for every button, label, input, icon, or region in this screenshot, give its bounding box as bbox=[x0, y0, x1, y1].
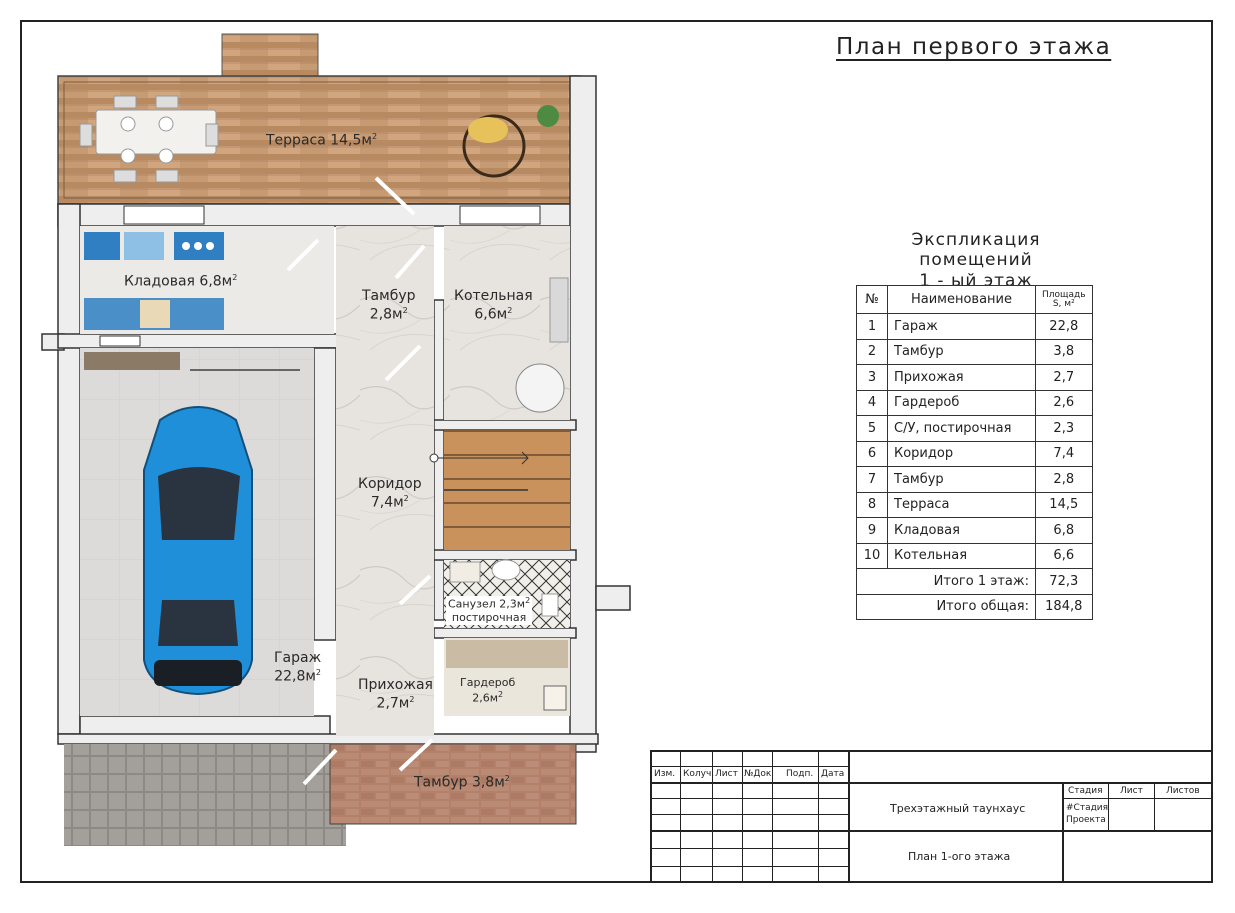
total-floor-label: Итого 1 этаж: bbox=[857, 569, 1036, 595]
header-area: Площадь S, м² bbox=[1036, 286, 1093, 314]
room-label-tambour-top: Тамбур $2,8м^2$ bbox=[362, 288, 416, 323]
room-name: Котельная bbox=[454, 288, 533, 304]
stamp-col-podp: Подп. bbox=[786, 769, 814, 779]
cell-area: 2,8 bbox=[1036, 467, 1093, 493]
room-label-terrace: Терраса $14,5м^2$ bbox=[266, 132, 378, 149]
total-all-label: Итого общая: bbox=[857, 594, 1036, 620]
room-label-bathroom: Санузел $2,3м^2$ постирочная bbox=[448, 596, 531, 625]
table-row bbox=[857, 543, 1093, 569]
cell-area: 7,4 bbox=[1036, 441, 1093, 467]
car bbox=[144, 407, 252, 694]
stamp-col-data: Дата bbox=[821, 769, 845, 779]
room-label-boiler: Котельная $6,6м^2$ bbox=[454, 288, 533, 323]
cell-area: 6,8 bbox=[1036, 518, 1093, 544]
stamp-project-name: Трехэтажный таунхаус bbox=[890, 802, 1026, 815]
total-floor-value: 72,3 bbox=[1036, 569, 1093, 595]
cell-no: 3 bbox=[857, 365, 888, 391]
room-name: Коридор bbox=[358, 476, 422, 492]
room-subname: постирочная bbox=[451, 611, 527, 625]
cell-name: Гараж bbox=[888, 314, 1036, 340]
cell-area: 22,8 bbox=[1036, 314, 1093, 340]
table-row bbox=[857, 390, 1093, 416]
stamp-stage-value-1: #Стадия bbox=[1066, 803, 1109, 813]
room-label-wardrobe: Гардероб $2,6м^2$ bbox=[460, 676, 516, 705]
stamp-sheet-name: План 1-ого этажа bbox=[908, 850, 1011, 863]
cell-name: Кладовая bbox=[888, 518, 1036, 544]
cell-area: 2,7 bbox=[1036, 365, 1093, 391]
table-row bbox=[857, 339, 1093, 365]
room-label-tambour-bottom: Тамбур $3,8м^2$ bbox=[414, 774, 510, 791]
total-floor-row bbox=[857, 569, 1093, 595]
cell-area: 6,6 bbox=[1036, 543, 1093, 569]
cell-name: Тамбур bbox=[888, 467, 1036, 493]
room-label-storage: Кладовая $6,8м^2$ bbox=[124, 273, 238, 290]
stamp-stage-label: Стадия bbox=[1068, 786, 1103, 796]
room-label-garage: Гараж $22,8м^2$ bbox=[274, 650, 322, 685]
cell-name: Тамбур bbox=[888, 339, 1036, 365]
table-header bbox=[857, 286, 1093, 314]
cell-name: Котельная bbox=[888, 543, 1036, 569]
cell-area: 3,8 bbox=[1036, 339, 1093, 365]
cell-area: 14,5 bbox=[1036, 492, 1093, 518]
table-row bbox=[857, 467, 1093, 493]
table-row bbox=[857, 365, 1093, 391]
header-no: № bbox=[857, 286, 888, 314]
stamp-col-koluch: Колуч. bbox=[683, 769, 715, 779]
staircase bbox=[430, 430, 570, 550]
stamp-stage-value-2: Проекта bbox=[1066, 815, 1106, 825]
stamp-col-list: Лист bbox=[715, 769, 738, 779]
total-all-value: 184,8 bbox=[1036, 594, 1093, 620]
page-title: План первого этажа bbox=[836, 34, 1112, 60]
room-label-hall: Прихожая $2,7м^2$ bbox=[358, 677, 433, 712]
cell-name: С/У, постирочная bbox=[888, 416, 1036, 442]
cell-no: 6 bbox=[857, 441, 888, 467]
cell-no: 1 bbox=[857, 314, 888, 340]
cell-no: 7 bbox=[857, 467, 888, 493]
stamp-sheets-label: Листов bbox=[1166, 786, 1200, 796]
stamp-col-izm: Изм. bbox=[654, 769, 676, 779]
explication-table bbox=[856, 285, 1093, 620]
stamp-col-doc: №Док bbox=[744, 769, 772, 779]
room-name: Тамбур bbox=[362, 288, 416, 304]
total-all-row bbox=[857, 594, 1093, 620]
cell-area: 2,6 bbox=[1036, 390, 1093, 416]
room-name: Гараж bbox=[274, 650, 322, 666]
cell-no: 4 bbox=[857, 390, 888, 416]
cell-name: Прихожая bbox=[888, 365, 1036, 391]
table-row bbox=[857, 314, 1093, 340]
stamp-sheet-label: Лист bbox=[1120, 786, 1143, 796]
cell-name: Гардероб bbox=[888, 390, 1036, 416]
room-name: Гардероб bbox=[460, 676, 516, 689]
cell-no: 8 bbox=[857, 492, 888, 518]
cell-no: 5 bbox=[857, 416, 888, 442]
cell-no: 10 bbox=[857, 543, 888, 569]
cell-area: 2,3 bbox=[1036, 416, 1093, 442]
room-label-corridor: Коридор $7,4м^2$ bbox=[358, 476, 422, 511]
room-name: Прихожая bbox=[358, 677, 433, 693]
table-row bbox=[857, 518, 1093, 544]
table-row bbox=[857, 492, 1093, 518]
explication-title: Экспликация помещений 1 - ый этаж bbox=[911, 230, 1041, 291]
table-row bbox=[857, 416, 1093, 442]
cell-no: 2 bbox=[857, 339, 888, 365]
header-name: Наименование bbox=[888, 286, 1036, 314]
cell-no: 9 bbox=[857, 518, 888, 544]
driveway bbox=[64, 744, 346, 846]
cell-name: Терраса bbox=[888, 492, 1036, 518]
title-block bbox=[650, 750, 1213, 883]
cell-name: Коридор bbox=[888, 441, 1036, 467]
table-row bbox=[857, 441, 1093, 467]
